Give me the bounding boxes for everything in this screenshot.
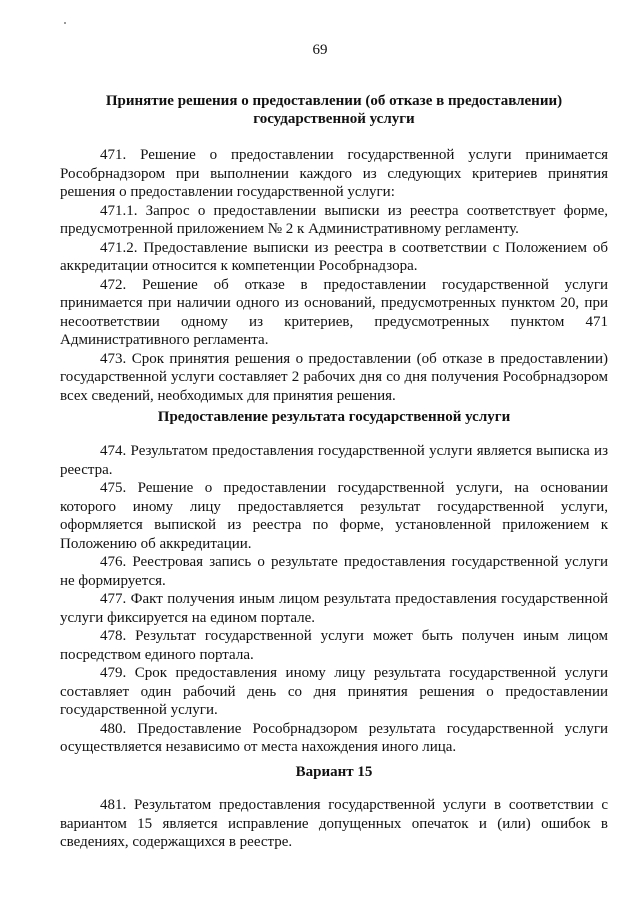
section3-body [60, 796, 608, 852]
section-heading-result: Предоставление результата государственной услуги [157, 409, 511, 425]
section1-body [60, 146, 608, 405]
section2-body [60, 442, 608, 757]
heading-line-2: государственной услуги [253, 111, 415, 127]
page-number: 69 [312, 42, 328, 58]
section-heading-decision [60, 92, 608, 128]
paragraph-474: 474. Результатом предоставления государственной услуги является выписка из реестра. [60, 443, 608, 478]
paragraph-473: 473. Срок принятия решения о предоставлении (об отказе в предоставлении) государственной услуги составляет 2 рабочих дня со дня получения Рособрнадзором всех сведений, необходимых для принятия решения. [60, 350, 608, 404]
section-heading-variant: Вариант 15 [295, 764, 373, 780]
paragraph-475: 475. Решение о предоставлении государственной услуги, на основании которого иному лицу предоставляется результат государственной услуги, оформляется выпиской из реестра по форме, установленной приложением к Положению об аккредитации. [60, 480, 608, 552]
paragraph-476: 476. Реестровая запись о результате предоставления государственной услуги не формируется. [60, 554, 608, 589]
scan-speck [64, 22, 66, 24]
paragraph-471: 471. Решение о предоставлении государственной услуги принимается Рособрнадзором при выполнении каждого из следующих критериев принятия решения о предоставлении государственной услуги: [60, 147, 608, 200]
paragraph-481: 481. Результатом предоставления государственной услуги в соответствии с вариантом 15 является исправление допущенных опечаток и (или) ошибок в сведениях, содержащихся в реестре. [60, 797, 608, 850]
paragraph-471-1: 471.1. Запрос о предоставлении выписки из реестра соответствует форме, предусмотренной приложением № 2 к Административному регламенту. [60, 202, 608, 237]
heading-line-1: Принятие решения о предоставлении (об отказе в предоставлении) [105, 93, 563, 109]
paragraph-480: 480. Предоставление Рособрнадзором результата государственной услуги осуществляется независимо от места нахождения иного лица. [60, 720, 608, 755]
paragraph-477: 477. Факт получения иным лицом результата предоставления государственной услуги фиксируется на едином портале. [60, 591, 608, 626]
paragraph-479: 479. Срок предоставления иному лицу результата государственной услуги составляет один рабочий день со дня принятия решения о предоставлении государственной услуги. [60, 665, 608, 718]
paragraph-471-2: 471.2. Предоставление выписки из реестра в соответствии с Положением об аккредитации относится к компетенции Рособрнадзора. [60, 239, 608, 274]
paragraph-478: 478. Результат государственной услуги может быть получен иным лицом посредством единого портала. [60, 628, 608, 663]
paragraph-472: 472. Решение об отказе в предоставлении государственной услуги принимается при наличии одного из оснований, предусмотренных пунктом 20, при несоответствии одному из критериев, предусмотренных пунктом 471 Административного регламента. [60, 276, 608, 348]
